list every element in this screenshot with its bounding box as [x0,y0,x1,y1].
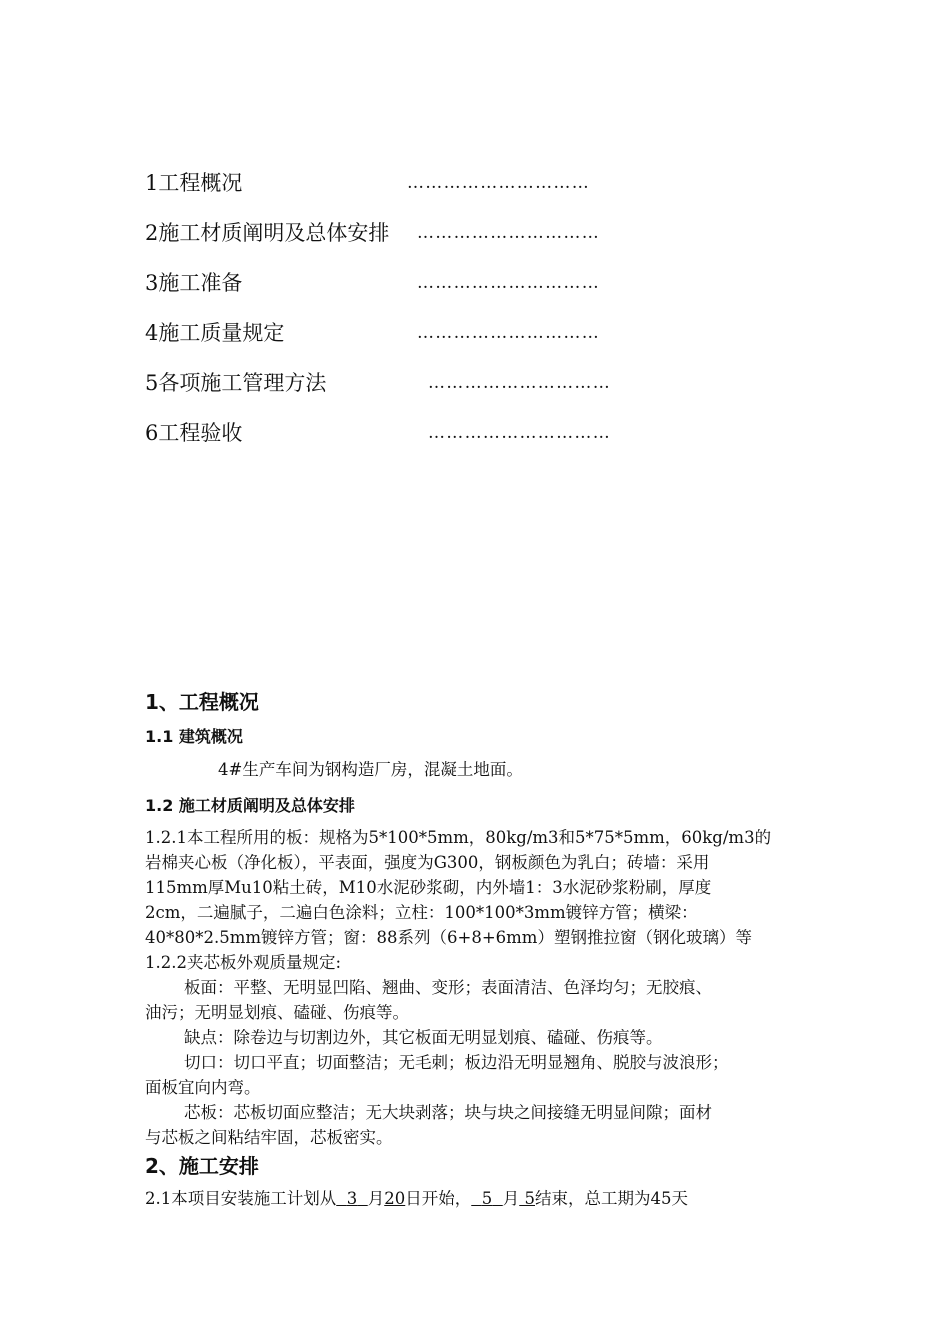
section-1-heading: 1、工程概况 [145,690,259,714]
paragraph-subtitle: 1.2.2夹芯板外观质量规定: [145,953,342,972]
toc-dots-4: ………………………… [417,323,600,343]
schedule-prefix: 2.1本项目安装施工计划从 [145,1189,337,1208]
paragraph-line: 缺点：除卷边与切割边外，其它板面无明显划痕、磕碰、伤痕等。 [184,1028,663,1047]
paragraph-line: 与芯板之间粘结牢固，芯板密实。 [145,1128,393,1147]
end-label: 结束，总工期为45天 [535,1189,688,1208]
paragraph-line: 岩棉夹心板（净化板），平表面，强度为G300，钢板颜色为乳白；砖墙：采用 [145,853,710,872]
paragraph-line: 2cm，二遍腻子，二遍白色涂料；立柱：100*100*3mm镀锌方管；横梁： [145,903,698,922]
start-day: 20 [384,1189,406,1208]
section-1-2-heading: 1.2 施工材质阐明及总体安排 [145,796,355,815]
paragraph-line: 1.2.1本工程所用的板：规格为5*100*5mm，80kg/m3和5*75*5mm，60kg/m3的 [145,828,772,847]
end-month: 5 [481,1189,493,1208]
toc-dots-6: ………………………… [428,423,611,443]
toc-dots-3: ………………………… [417,273,600,293]
section-2-heading: 2、施工安排 [145,1154,259,1178]
month-label-2: 月 [502,1189,520,1208]
toc-item-6: 6工程验收 [145,421,243,445]
month-label: 月 [367,1189,385,1208]
paragraph-line: 40*80*2.5mm镀锌方管；窗：88系列（6+8+6mm）塑钢推拉窗（钢化玻璃）等 [145,928,752,947]
toc-dots-5: ………………………… [428,373,611,393]
paragraph-line: 油污；无明显划痕、磕碰、伤痕等。 [145,1003,409,1022]
start-label: 日开始， [405,1189,472,1208]
toc-item-5: 5各项施工管理方法 [145,371,327,395]
paragraph-line: 芯板：芯板切面应整洁；无大块剥落；块与块之间接缝无明显间隙；面材 [184,1103,712,1122]
section-1-1-text: 4#生产车间为钢构造厂房，混凝土地面。 [218,760,523,779]
end-day: 5 [524,1189,535,1208]
paragraph-line: 板面：平整、无明显凹陷、翘曲、变形；表面清洁、色泽均匀；无胶痕、 [184,978,712,997]
paragraph-line: 面板宜向内弯。 [145,1078,261,1097]
toc-item-4: 4施工质量规定 [145,321,285,345]
start-month: 3 [346,1189,358,1208]
schedule-line [145,1186,688,1211]
toc-dots-2: ………………………… [417,223,600,243]
paragraph-line: 切口：切口平直；切面整洁；无毛刺；板边沿无明显翘角、脱胶与波浪形； [184,1053,729,1072]
toc-item-1: 1工程概况 [145,171,243,195]
paragraph-line: 115mm厚Mu10粘土砖，M10水泥砂浆砌，内外墙1：3水泥砂浆粉刷，厚度 [145,878,712,897]
section-1-1-heading: 1.1 建筑概况 [145,727,243,746]
toc-item-2: 2施工材质阐明及总体安排 [145,221,390,245]
toc-item-3: 3施工准备 [145,271,243,295]
toc-dots-1: ………………………… [407,173,590,193]
